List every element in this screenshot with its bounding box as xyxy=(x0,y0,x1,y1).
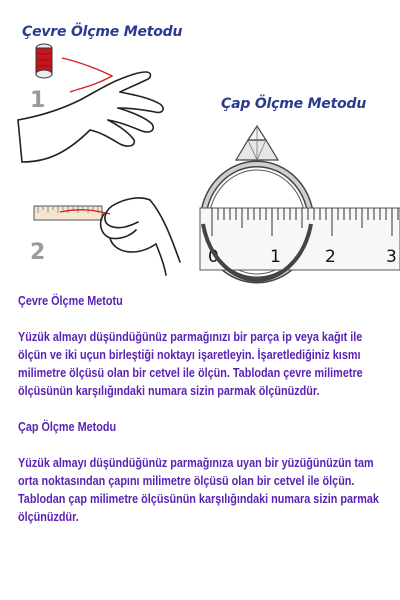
spool-icon xyxy=(36,44,52,78)
ruler-label-2: 2 xyxy=(325,247,336,267)
paragraph-cap: Yüzük almayı düşündüğünüz parmağınıza uyan bir yüzüğünüzün tam orta noktasından çapını milimetre ölçüsü olan bir cetvel ile ölçün. Tablodan çap milimetre ölçüsünün karşılığındaki numara sizin parmak ölçünüzdür. xyxy=(18,456,379,524)
hand-pinch-icon xyxy=(101,198,180,275)
ruler-small-icon xyxy=(34,206,102,220)
heading-cevre: Çevre Ölçme Metotu xyxy=(18,294,123,308)
cap-method-label: Çap Ölçme Metodu xyxy=(221,96,367,112)
measurement-illustration xyxy=(0,0,400,285)
paragraph-cevre: Yüzük almayı düşündüğünüz parmağınızı bir parça ip veya kağıt ile ölçün ve iki uçun birleştiği noktayı işaretleyin. İşaretlediğiniz kısmı milimetre ölçüsü olan bir cetvel ile ölçün. Tablodan çevre milimetre ölçüsünün karşılığındaki numara sizin parmak ölçünüzdür. xyxy=(18,330,363,398)
step-number-2: 2 xyxy=(30,240,46,265)
instructions-text xyxy=(18,292,390,544)
heading-cap: Çap Ölçme Metodu xyxy=(18,420,117,434)
cevre-method-label: Çevre Ölçme Metodu xyxy=(22,24,183,40)
ruler-label-0: 0 xyxy=(208,247,219,267)
ruler-label-1: 1 xyxy=(270,247,281,267)
illustration-drawing xyxy=(0,0,400,285)
step-number-1: 1 xyxy=(30,88,46,113)
ruler-large-icon xyxy=(200,208,400,270)
ruler-label-3: 3 xyxy=(386,247,397,267)
